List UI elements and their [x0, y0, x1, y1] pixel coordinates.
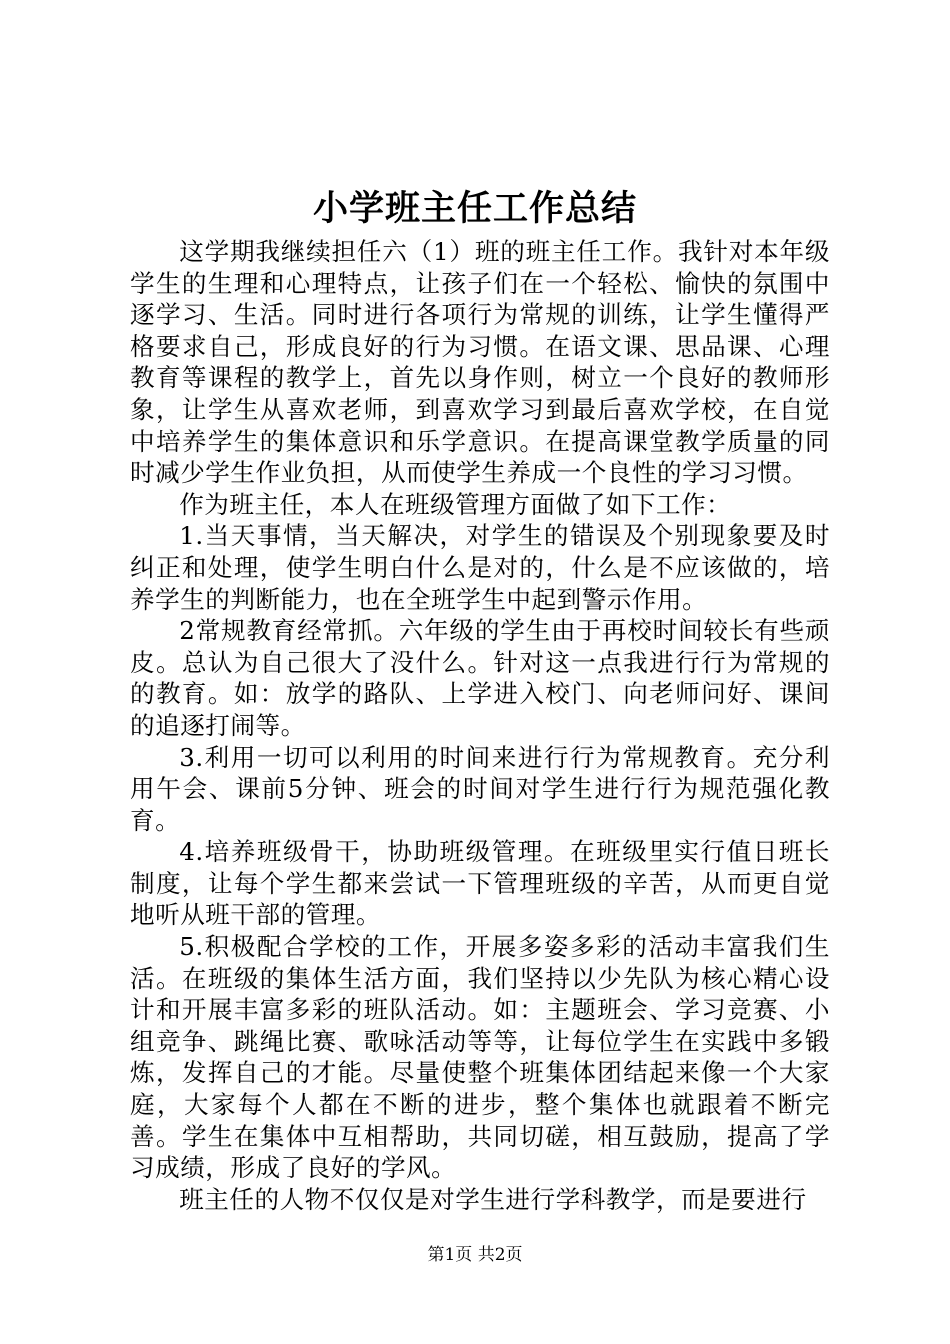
paragraph-work-lead: 作为班主任，本人在班级管理方面做了如下工作： [179, 489, 732, 519]
paragraph-continuation: 班主任的人物不仅仅是对学生进行学科教学，而是要进行 [179, 1184, 807, 1214]
paragraph-item-5: 5.积极配合学校的工作，开展多姿多彩的活动丰富我们生活。在班级的集体生活方面，我们坚持以少先队为核心精心设计和开展丰富多彩的班队活动。如：主题班会、学习竞赛、小组竞争、跳绳比赛、歌咏活动等等，让每位学生在实践中多锻炼，发挥自己的才能。尽量使整个班集体团结起来像一个大家庭，大家每个人都在不断的进步，整个集体也就跟着不断完善。学生在集体中互相帮助，共同切磋，相互鼓励，提高了学习成绩，形成了良好的学风。 [130, 932, 830, 1183]
paragraph-item-4: 4.培养班级骨干，协助班级管理。在班级里实行值日班长制度，让每个学生都来尝试一下管理班级的辛苦，从而更自觉地听从班干部的管理。 [130, 837, 830, 930]
paragraph-intro: 这学期我继续担任六（1）班的班主任工作。我针对本年级学生的生理和心理特点，让孩子们在一个轻松、愉快的氛围中逐学习、生活。同时进行各项行为常规的训练，让学生懂得严格要求自己，形成良好的行为习惯。在语文课、思品课、心理教育等课程的教学上，首先以身作则，树立一个良好的教师形象，让学生从喜欢老师，到喜欢学习到最后喜欢学校，在自觉中培养学生的集体意识和乐学意识。在提高课堂教学质量的同时减少学生作业负担，从而使学生养成一个良性的学习习惯。 [130, 237, 830, 488]
document-body [130, 236, 830, 1215]
paragraph-item-2: 2常规教育经常抓。六年级的学生由于再校时间较长有些顽皮。总认为自己很大了没什么。针对这一点我进行行为常规的的教育。如：放学的路队、上学进入校门、向老师问好、课间的追逐打闹等。 [130, 616, 830, 740]
paragraph-item-3: 3.利用一切可以利用的时间来进行行为常规教育。充分利用午会、课前5分钟、班会的时间对学生进行行为规范强化教育。 [130, 742, 830, 835]
document-title: 小学班主任工作总结 [312, 188, 637, 229]
paragraph-item-1: 1.当天事情，当天解决，对学生的错误及个别现象要及时纠正和处理，使学生明白什么是对的，什么是不应该做的，培养学生的判断能力，也在全班学生中起到警示作用。 [130, 521, 830, 614]
page-number-footer: 第1页 共2页 [427, 1245, 523, 1265]
